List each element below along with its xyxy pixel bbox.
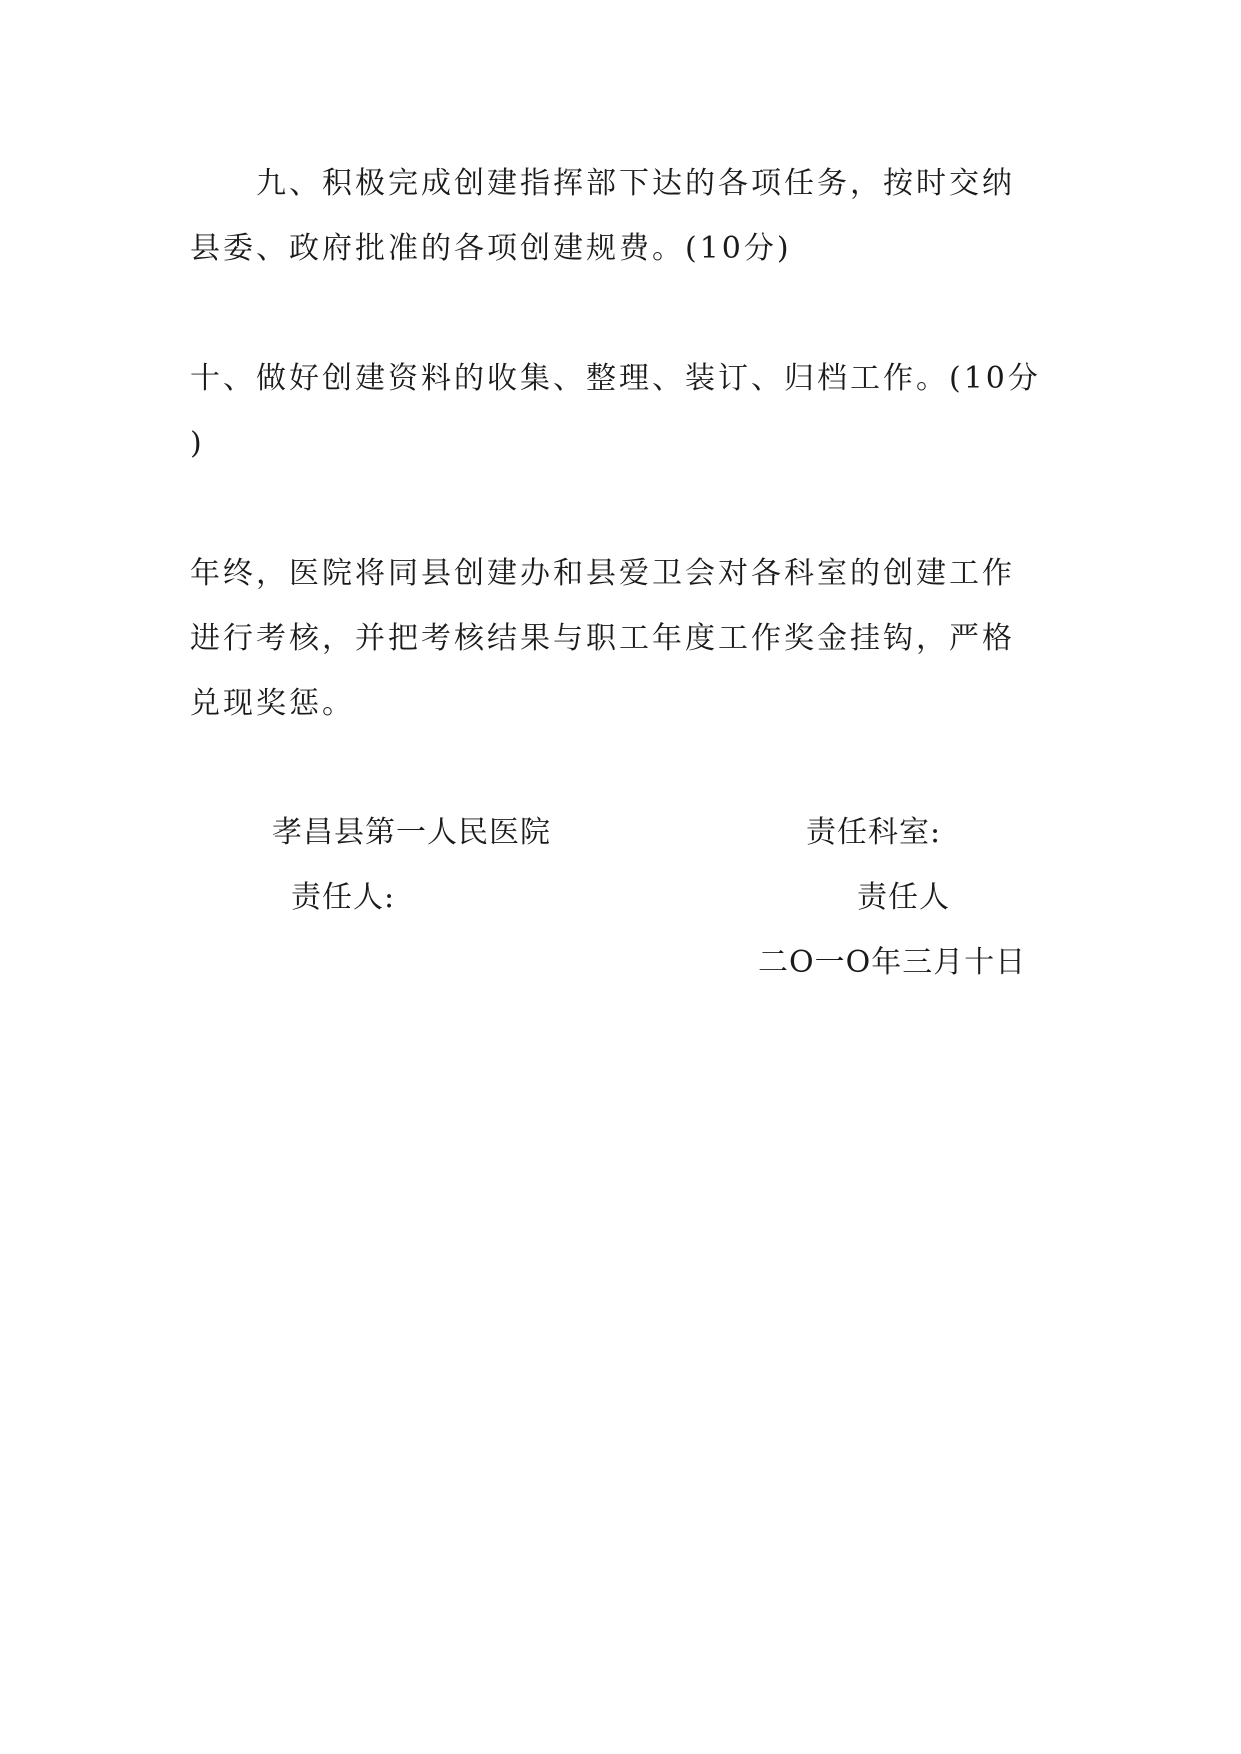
item10-line2: ): [190, 426, 205, 461]
item9-line1: 九、积极完成创建指挥部下达的各项任务，按时交纳: [256, 166, 1015, 201]
item10-line1: 十、做好创建资料的收集、整理、装订、归档工作。(10分: [190, 361, 1041, 396]
responsible-person-left-label: 责任人:: [291, 880, 396, 915]
responsible-department-label: 责任科室:: [806, 815, 942, 850]
document-date: 二O一O年三月十日: [758, 945, 1027, 980]
hospital-name: 孝昌县第一人民医院: [272, 815, 551, 850]
responsible-person-right-label: 责任人: [857, 880, 950, 915]
closing-line2: 进行考核，并把考核结果与职工年度工作奖金挂钩，严格: [190, 621, 1015, 656]
closing-line3: 兑现奖惩。: [190, 686, 355, 721]
closing-line1: 年终，医院将同县创建办和县爱卫会对各科室的创建工作: [190, 556, 1015, 591]
item9-line2: 县委、政府批准的各项创建规费。(10分): [190, 231, 792, 266]
